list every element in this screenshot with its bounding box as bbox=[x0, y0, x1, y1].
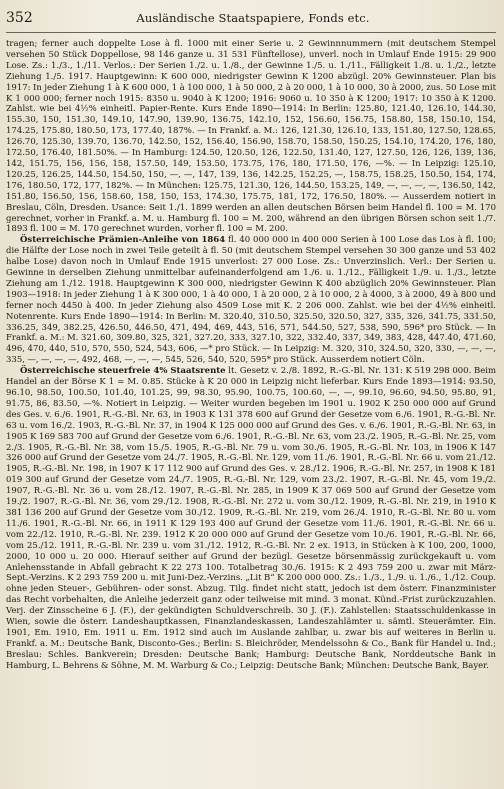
page-number: 352 bbox=[6, 10, 33, 26]
paragraph-praemien-anleihe bbox=[6, 235, 496, 366]
running-header bbox=[6, 10, 496, 33]
paragraph-text: fl. 40 000 000 in 400 000 Serien à 100 Lose das Los à fl. 100; die Hälfte der Lose noch in zwei Teile geteilt à fl. 50 (mit deutschem Stempel versehen 30 300 ganze und 53 402 halbe Lose) davon noch in Umlauf Ende 1915 unverlost: 27 000 Lose. Zs.: Unverzinslich. Verl.: Der Serien u. Gewinne in derselben Ziehung unmittelbar aufeinanderfolgend am 1./6. u. 1./12., Fälligkeit 1./9. u. 1./3., letzte Ziehung am 1./12. 1918. Hauptgewinn K 300 000, niedrigster Gewinn K 400 abzüglich 20% Gewinnsteuer. Plan 1903—1918: In jeder Ziehung 1 à K 300 000, 1 à 40 000, 1 à 20 000, 2 à 10 000, 2 à 4000, 3 à 2000, 49 à 800 und ferner noch 4450 à 400. In jeder Ziehung also 4509 Lose mit K. 2 206 000. Zahlst. wie bei der 4½% einheitl. Notenrente. Kurs Ende 1890—1914: In Berlin: M. 320.40, 310.50, 325.50, 320.50, 327, 335, 326, 341.75, 331.50, 336.25, 349, 382.25, 426.50, 446.50, 471, 494, 469, 443, 516, 571, 544.50, 527, 538, 590, 596* pro Stück. — In Frankf. a. M.: M. 321.60, 309.80, 325, 321, 327.20, 333, 327.10, 322, 332.40, 337, 349, 383, 428, 447.40, 471.60, 496, 470, 440, 510, 570, 550, 524, 543, 606, —* pro Stück. — In Leipzig: M. 320, 310, 324.50, 320, 330, —, —, —, 335, —, —, —, —, 492, 468, —, —, —, 545, 526, 540, 520, 595* pro Stück. Ausserdem notiert Cöln. bbox=[6, 235, 496, 366]
paragraph-continuation bbox=[6, 39, 496, 235]
paragraph-heading: Österreichische steuerfreie 4% Staatsrente bbox=[20, 366, 226, 377]
paragraph-staatsrente bbox=[6, 366, 496, 671]
paragraph-text: tragen; ferner auch doppelte Lose à fl. 1000 mit einer Serie u. 2 Gewinnnummern (mit deutschem Stempel versehen 50 Stück Doppellose, 98 146 ganze u. 31 531 Fünftellose), unverl. noch in Umlauf Ende 1915: 29 900 Lose. Zs.: 1./3., 1./11. Verlos.: Der Serien 1./2. u. 1./8., der Gewinne 1./5. u. 1./11., Fälligkeit 1./8. u. 1./2., letzte Ziehung 1./5. 1917. Hauptgewinn: K 600 000, niedrigster Gewinn K 1200 abzügl. 20% Gewinnsteuer. Plan bis 1917: In jeder Ziehung 1 à K 600 000, 1 à 100 000, 1 à 50 000, 2 à 20 000, 1 à 10 000, 30 à 2000, zus. 50 Lose mit K 1 000 000; ferner noch 1915: 8350 u. 9040 à K 1200; 1916: 9060 u. 10 350 à K 1200; 1917: 10 350 à K 1200. Zahlst. wie bei 4½% einheitl. Papier-Rente. Kurs Ende 1890—1914: In Berlin: 125.80, 121.40, 126.10, 144.30, 155.30, 150, 151.30, 149.10, 147.90, 139.90, 136.75, 142.10, 152, 156.60, 156.75, 158.80, 158, 150.10, 154, 174.25, 175.80, 180.50, 173, 177.40, 187%. — In Frankf. a. M.: 126, 121.30, 126.10, 133, 151.80, 127.50, 128.65, 126.70, 125.30, 139.70, 136.70, 142.50, 152, 156.40, 156.90, 158.70, 158.50, 150.25, 154.10, 174.20, 176, 180, 172.50, 176.40, 181.50%. — In Hamburg: 124.50, 120.50, 126, 122.50, 131.40, 127, 127.50, 126, 126, 139, 136, 142, 151.75, 156, 156, 158, 157.50, 149, 153.50, 173.75, 176, 180, 171.50, 176, —%. — In Leipzig: 125.10, 120.25, 126.25, 144.50, 154.50, 150, —, —, 147, 139, 136, 142.25, 152.25, —, 158.75, 158.25, 150.50, 154, 174, 176, 180.50, 172, 177, 182%. — In München: 125.75, 121.30, 126, 144.50, 153.25, 149, —, —, —, —, 136.50, 142, 151.80, 156.50, 156, 158.60, 158, 150, 153, 174.30, 175.75, 181, 172, 176.50, 180%. — Ausserdem notiert in Breslau, Cöln, Dresden. Usance: Seit 1./1. 1899 werden an allen deutschen Börsen beim Handel fl. 100 = M. 170 gerechnet, vorher in Frankf. a. M. u. Hamburg fl. 100 = M. 200, während an den übrigen Börsen schon seit 1./7. 1893 fl. 100 = M. 170 gerechnet wurden, vorher fl. 100 = M. 200. bbox=[6, 39, 496, 235]
paragraph-text: lt. Gesetz v. 2./8. 1892, R.-G.-Bl. Nr. 131: K 519 298 000. Beim Handel an der Börse K 1 = M. 0.85. Stücke à K 20 000 in Leipzig nicht lieferbar. Kurs Ende 1893—1914: 93.50, 96.10, 98.50, 100.50, 101.40, 101.25, 99, 98.30, 95.90, 100.75, 100.60, —, —, 99.10, 96.60, 94.50, 95.80, 91, 91.75, 86, 83.50, —%. Notiert in Leipzig. — Weiter wurden begeben im 1901 u. 1902 K 250 000 000 auf Grund des Ges. v. 6./6. 1901, R.-G.-Bl. Nr. 63, in 1903 K 131 378 600 auf Grund der Gesetze vom 6./6. 1901, R.-G.-Bl. Nr. 63 u. vom 16./2. 1903, R.-G.-Bl. Nr. 37, in 1904 K 125 000 000 auf Grund des Ges. v. 6./6. 1901, R.-G.-Bl. Nr. 63, in 1905 K 169 583 700 auf Grund der Gesetze vom 6./6. 1901, R.-G.-Bl. Nr. 63, vom 23./2. 1905, R.-G.-Bl. Nr. 25, vom 2./3. 1905, R.-G.-Bl. Nr. 38, vom 15./5. 1905, R.-G.-Bl. Nr. 79 u. vom 30./6. 1905, R.-G.-Bl. Nr. 103, in 1906 K 147 326 000 auf Grund der Gesetze vom 24./7. 1905, R.-G.-Bl. Nr. 129, vom 11./6. 1901, R.-G.-Bl. Nr. 66 u. vom 21./12. 1905, R.-G.-Bl. Nr. 198, in 1907 K 17 112 900 auf Grund des Ges. v. 28./12. 1906, R.-G.-Bl. Nr. 257, in 1908 K 181 019 300 auf Grund der Gesetze vom 24./7. 1905, R.-G.-Bl. Nr. 129, vom 23./2. 1907, R.-G.-Bl. Nr. 45, vom 19./2. 1907, R.-G.-Bl. Nr. 36 u. vom 28./12. 1907, R.-G.-Bl. Nr. 285, in 1909 K 37 069 500 auf Grund der Gesetze vom 19./2. 1907, R.-G.-Bl. Nr. 36, vom 29./12. 1908, R.-G.-Bl. Nr. 272 u. vom 30./12. 1909, R.-G.-Bl. Nr. 219, in 1910 K 381 136 200 auf Grund der Gesetze vom 30./12. 1909, R.-G.-Bl. Nr. 219, vom 26./4. 1910, R.-G.-Bl. Nr. 80 u. vom 11./6. 1901, R.-G.-Bl. Nr. 66, in 1911 K 129 193 400 auf Grund der Gesetze vom 11./6. 1901, R.-G.-Bl. Nr. 66 u. vom 22./12. 1910, R.-G.-Bl. Nr. 239. 1912 K 20 000 000 auf Grund der Gesetze vom 10./6. 1901, R.-G.-Bl. Nr. 66, vom 25./12. 1911, R.-G.-Bl. Nr. 239 u. vom 31./12. 1912, R.-G.-Bl. Nr. 2 ex. 1913, in Stücken à K 100, 200, 1000, 2000, 10 000 u. 20 000. Hierauf seither auf Grund der bezügl. Gesetze börsenmässig zurückgekauft u. vom Anlehensstande in Abfall gebracht K 22 273 100. Totalbetrag 30./6. 1915: K 2 493 759 200 u. zwar mit März-Sept.-Verzins. K 2 293 759 200 u. mit Juni-Dez.-Verzins. „Lit B“ K 200 000 000. Zs.: 1./3., 1./9. u. 1./6., 1./12. Coup. ohne jeden Steuer-, Gebühren- oder sonst. Abzug. Tilg. findet nicht statt, jedoch ist dem österr. Finanzminister das Recht vorbehalten, die Anleihe jederzeit ganz oder teilweise mit mind. 3 monat. Künd.-Frist zurückzuzahlen. Verj. der Zinsscheine 6 J. (F.), der gekündigten Schuldverschreib. 30 J. (F.). Zahlstellen: Staatsschuldenkasse in Wien, sowie die österr. Landeshauptkassen, Finanzlandeskassen, Landeszahlämter u. sämtl. Steuerämter. Ein. 1901, Em. 1910, Em. 1911 u. Em. 1912 sind auch im Auslande zahlbar, u. zwar bis auf weiteres in Berlin u. Frankf. a. M.: Deutsche Bank, Disconto-Ges.; Berlin: S. Bleichröder, Mendelssohn & Co., Bank für Handel u. Ind.; Breslau: Schles. Bankverein; Dresden: Deutsche Bank; Hamburg: Deutsche Bank, Norddeutsche Bank in Hamburg, L. Behrens & Söhne, M. M. Warburg & Co.; Leipzig: Deutsche Bank; München: Deutsche Bank, Bayer. bbox=[6, 366, 497, 671]
paragraph-heading: Österreichische Prämien-Anleihe von 1864 bbox=[20, 235, 226, 246]
running-title: Ausländische Staatspapiere, Fonds etc. bbox=[136, 11, 370, 25]
